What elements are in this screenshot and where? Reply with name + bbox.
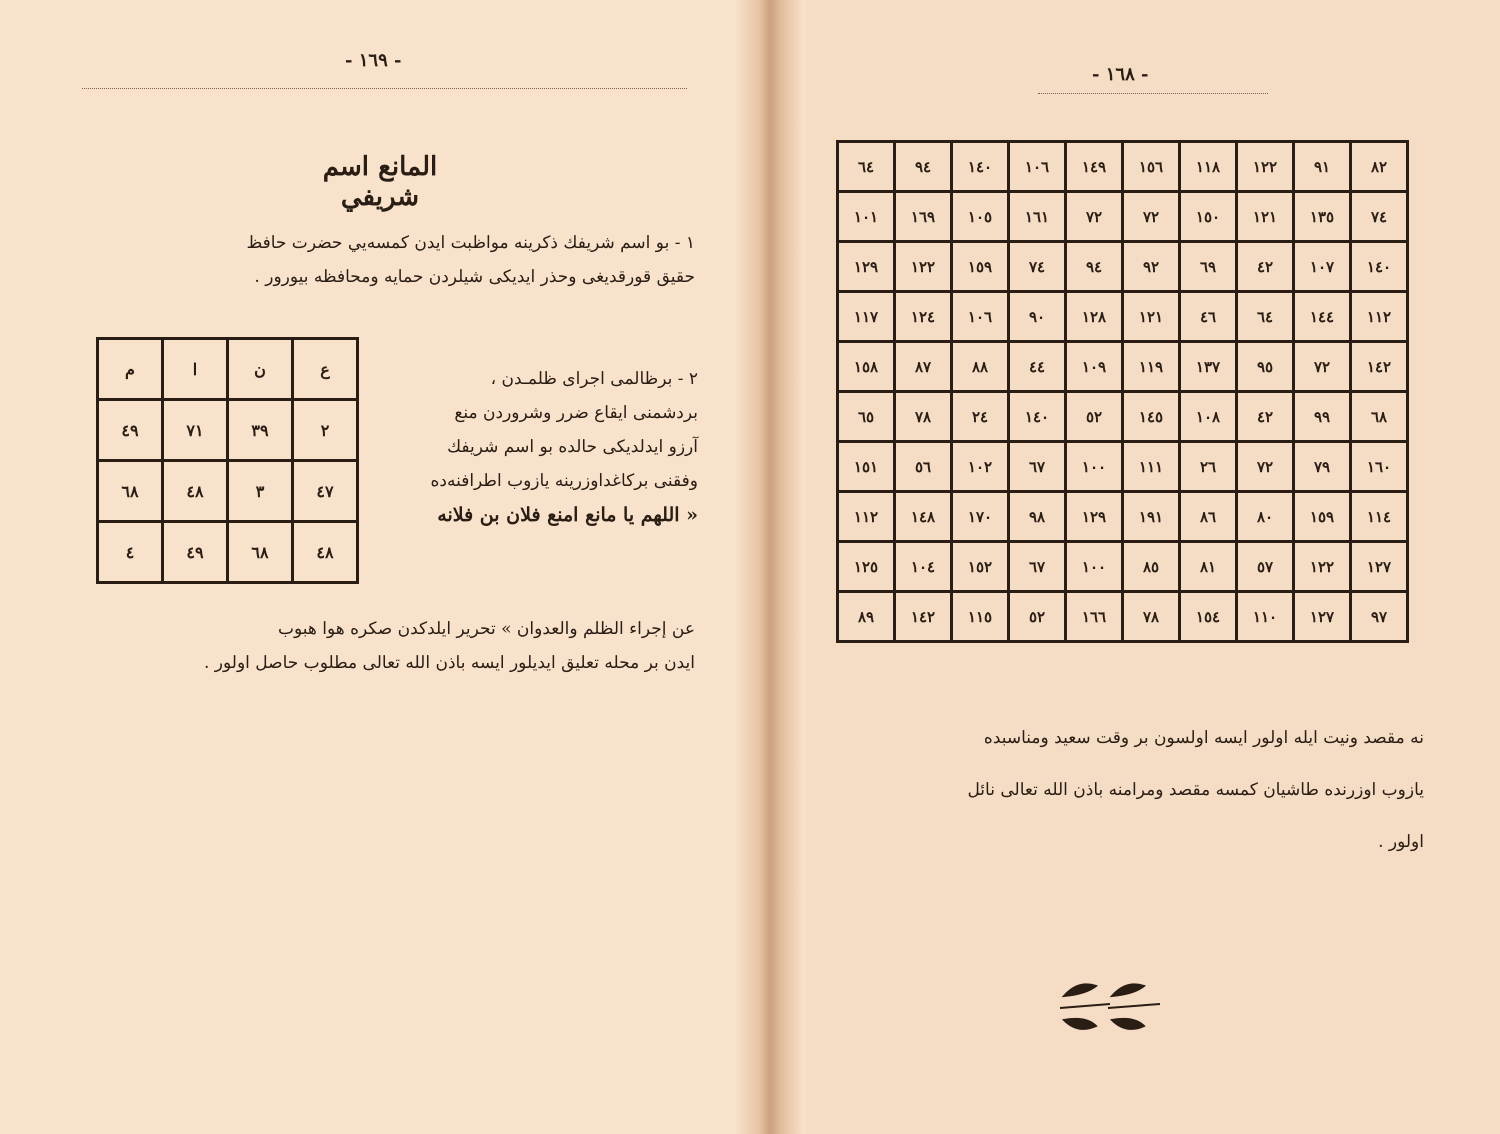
grid-cell: ١٢٥ xyxy=(838,542,895,592)
grid-row xyxy=(838,292,1408,342)
grid-cell: ١٠٩ xyxy=(1066,342,1123,392)
grid-cell: ٩٥ xyxy=(1237,342,1294,392)
grid-cell: ١٤٥ xyxy=(1123,392,1180,442)
grid-cell: ١٥٩ xyxy=(952,242,1009,292)
grid-cell: ١٠٢ xyxy=(952,442,1009,492)
leaf-ornament-icon xyxy=(1056,976,1166,1036)
grid-cell: ٤٦ xyxy=(1180,292,1237,342)
header-rule xyxy=(82,88,687,89)
grid-cell: ٥٧ xyxy=(1237,542,1294,592)
grid-cell: ٧٨ xyxy=(1123,592,1180,642)
grid-cell: ١٢١ xyxy=(1123,292,1180,342)
grid-cell: ٦٥ xyxy=(838,392,895,442)
grid-cell: ٧٤ xyxy=(1009,242,1066,292)
grid-cell: ٣٩ xyxy=(228,400,293,461)
grid-cell: ١٢٩ xyxy=(1066,492,1123,542)
grid-cell: ٤٢ xyxy=(1237,392,1294,442)
grid-cell: ١٤٠ xyxy=(1009,392,1066,442)
grid-cell: ١٢٧ xyxy=(1351,542,1408,592)
grid-cell: ١٠٥ xyxy=(952,192,1009,242)
grid-cell: ١٤٢ xyxy=(1351,342,1408,392)
grid-cell: ٥٢ xyxy=(1066,392,1123,442)
grid-cell: ٦٨ xyxy=(1351,392,1408,442)
grid-cell: ١٢٧ xyxy=(1294,592,1351,642)
magic-square-large xyxy=(836,140,1409,643)
grid-cell: ١٥٨ xyxy=(838,342,895,392)
grid-cell: ٤٢ xyxy=(1237,242,1294,292)
paragraph-line: نه مقصد ونيت ايله اولور ايسه اولسون بر وقت سعيد ومناسبده xyxy=(983,728,1424,748)
grid-cell: ٢٤ xyxy=(952,392,1009,442)
grid-cell: ٧٢ xyxy=(1123,192,1180,242)
grid-cell: ١١٠ xyxy=(1237,592,1294,642)
grid-cell: ١٥١ xyxy=(838,442,895,492)
grid-cell: م xyxy=(98,339,163,400)
grid-cell: ١٥٢ xyxy=(952,542,1009,592)
grid-cell: ٨٩ xyxy=(838,592,895,642)
grid-cell: ٩٩ xyxy=(1294,392,1351,442)
grid-cell: ٩٤ xyxy=(1066,242,1123,292)
grid-cell: ١٥٩ xyxy=(1294,492,1351,542)
grid-cell: ١٠٠ xyxy=(1066,542,1123,592)
grid-row xyxy=(838,392,1408,442)
grid-cell: ٤٤ xyxy=(1009,342,1066,392)
grid-cell: ٧٤ xyxy=(1351,192,1408,242)
grid-cell: ١٢٢ xyxy=(1237,142,1294,192)
left-page-number: - ١٦٩ - xyxy=(345,50,402,71)
grid-cell: ١٦١ xyxy=(1009,192,1066,242)
paragraph-line: وفقنى بركاغداوزرينه يازوب اطرافنه‌ده xyxy=(430,471,698,491)
grid-cell: ١٤٨ xyxy=(895,492,952,542)
grid-cell: ١٠٨ xyxy=(1180,392,1237,442)
grid-cell: ٨٥ xyxy=(1123,542,1180,592)
grid-cell: ٤٩ xyxy=(98,400,163,461)
grid-cell: ١١٤ xyxy=(1351,492,1408,542)
grid-cell: ١٦٠ xyxy=(1351,442,1408,492)
grid-cell: ا xyxy=(163,339,228,400)
grid-cell: ٦٨ xyxy=(98,461,163,522)
grid-cell: ٧٩ xyxy=(1294,442,1351,492)
grid-cell: ٩٨ xyxy=(1009,492,1066,542)
grid-cell: ٨٨ xyxy=(952,342,1009,392)
grid-cell: ٨١ xyxy=(1180,542,1237,592)
grid-cell: ع xyxy=(293,339,358,400)
grid-cell: ٤٩ xyxy=(163,522,228,583)
grid-cell: ١٢٢ xyxy=(895,242,952,292)
grid-cell: ١٣٧ xyxy=(1180,342,1237,392)
grid-cell: ٨٧ xyxy=(895,342,952,392)
grid-cell: ١٢٤ xyxy=(895,292,952,342)
grid-cell: ١٤٠ xyxy=(1351,242,1408,292)
grid-cell: ١٤٤ xyxy=(1294,292,1351,342)
grid-cell: ١١٧ xyxy=(838,292,895,342)
paragraph-3 xyxy=(80,612,695,680)
grid-cell: ١٠١ xyxy=(838,192,895,242)
grid-cell: ١١٢ xyxy=(1351,292,1408,342)
paragraph-line: اولور . xyxy=(1378,832,1424,852)
grid-row xyxy=(838,592,1408,642)
grid-cell: ١١٨ xyxy=(1180,142,1237,192)
section-heading: المانع اسم شريفي xyxy=(322,152,438,212)
grid-row xyxy=(98,522,358,583)
grid-cell: ٧٢ xyxy=(1294,342,1351,392)
grid-cell: ١٤٢ xyxy=(895,592,952,642)
header-rule xyxy=(1038,93,1268,94)
grid-cell: ١٠٧ xyxy=(1294,242,1351,292)
grid-cell: ٨٢ xyxy=(1351,142,1408,192)
grid-cell: ١١٢ xyxy=(838,492,895,542)
right-page-number: - ١٦٨ - xyxy=(1092,64,1149,85)
grid-cell: ١٢٢ xyxy=(1294,542,1351,592)
grid-cell: ١٠٠ xyxy=(1066,442,1123,492)
grid-cell: ١٠٦ xyxy=(1009,142,1066,192)
paragraph-line: حقيق قورقديغى وحذر ايديكى شيلردن حمايه ومحافظه بيورور . xyxy=(254,267,695,287)
grid-cell: ٧٢ xyxy=(1237,442,1294,492)
paragraph-1 xyxy=(80,226,695,294)
grid-row xyxy=(98,400,358,461)
grid-cell: ٧٨ xyxy=(895,392,952,442)
grid-cell: ٤٧ xyxy=(293,461,358,522)
grid-cell: ٢٦ xyxy=(1180,442,1237,492)
paragraph-line: يازوب اوزرنده طاشيان كمسه مقصد ومرامنه باذن الله تعالى نائل xyxy=(967,780,1424,800)
grid-cell: ٨٦ xyxy=(1180,492,1237,542)
grid-row xyxy=(838,142,1408,192)
grid-row xyxy=(98,339,358,400)
grid-row xyxy=(838,442,1408,492)
grid-cell: ٦٨ xyxy=(228,522,293,583)
grid-cell: ٩٢ xyxy=(1123,242,1180,292)
grid-cell: ١٧٠ xyxy=(952,492,1009,542)
grid-cell: ١٠٤ xyxy=(895,542,952,592)
grid-row xyxy=(838,492,1408,542)
grid-cell: ٣ xyxy=(228,461,293,522)
right-page xyxy=(770,0,1500,1134)
grid-cell: ١٥٠ xyxy=(1180,192,1237,242)
paragraph-line: آرزو ايدلديكى حالده بو اسم شريفك xyxy=(447,437,698,457)
grid-cell: ٦٤ xyxy=(838,142,895,192)
grid-row xyxy=(838,242,1408,292)
paragraph-right xyxy=(806,712,1424,868)
grid-cell: ٦٧ xyxy=(1009,542,1066,592)
grid-cell: ١٢٩ xyxy=(838,242,895,292)
grid-cell: ٥٢ xyxy=(1009,592,1066,642)
grid-cell: ١٢١ xyxy=(1237,192,1294,242)
paragraph-line: ٢ - برظالمى اجراى ظلمـدن ، xyxy=(490,369,698,389)
grid-cell: ٩٤ xyxy=(895,142,952,192)
grid-cell: ١١٥ xyxy=(952,592,1009,642)
grid-row xyxy=(98,461,358,522)
grid-cell: ١١٩ xyxy=(1123,342,1180,392)
grid-cell: ١٥٦ xyxy=(1123,142,1180,192)
grid-cell: ٦٧ xyxy=(1009,442,1066,492)
grid-cell: ٧١ xyxy=(163,400,228,461)
grid-cell: ٦٤ xyxy=(1237,292,1294,342)
grid-cell: ١٦٩ xyxy=(895,192,952,242)
paragraph-2 xyxy=(380,362,698,532)
grid-cell: ١٩١ xyxy=(1123,492,1180,542)
paragraph-line: بردشمنى ايقاع ضرر وشروردن منع xyxy=(454,403,698,423)
grid-row xyxy=(838,542,1408,592)
grid-cell: ١٣٥ xyxy=(1294,192,1351,242)
grid-row xyxy=(838,342,1408,392)
grid-cell: ٤٨ xyxy=(293,522,358,583)
grid-cell: ٩٧ xyxy=(1351,592,1408,642)
grid-cell: ١٤٠ xyxy=(952,142,1009,192)
grid-cell: ٤٨ xyxy=(163,461,228,522)
grid-cell: ٨٠ xyxy=(1237,492,1294,542)
grid-cell: ٧٢ xyxy=(1066,192,1123,242)
grid-cell: ١٦٦ xyxy=(1066,592,1123,642)
grid-row xyxy=(838,192,1408,242)
grid-cell: ٩١ xyxy=(1294,142,1351,192)
grid-cell: ٤ xyxy=(98,522,163,583)
grid-cell: ١١١ xyxy=(1123,442,1180,492)
grid-cell: ٥٦ xyxy=(895,442,952,492)
grid-cell: ن xyxy=(228,339,293,400)
paragraph-line: ايدن بر محله تعليق ايديلور ايسه باذن الله تعالى مطلوب حاصل اولور . xyxy=(203,653,695,673)
magic-square-small xyxy=(96,337,359,584)
paragraph-line: ١ - بو اسم شريفك ذكرينه مواظبت ايدن كمسه‌يي حضرت حافظ xyxy=(246,233,695,253)
grid-cell: ٢ xyxy=(293,400,358,461)
paragraph-line: عن إجراء الظلم والعدوان » تحرير ايلدكدن صكره هوا هبوب xyxy=(277,619,695,639)
grid-cell: ٩٠ xyxy=(1009,292,1066,342)
grid-cell: ١٤٩ xyxy=(1066,142,1123,192)
grid-cell: ٦٩ xyxy=(1180,242,1237,292)
grid-cell: ١٠٦ xyxy=(952,292,1009,342)
grid-cell: ١٥٤ xyxy=(1180,592,1237,642)
grid-cell: ١٢٨ xyxy=(1066,292,1123,342)
prayer-line: « اللهم يا مانع امنع فلان بن فلانه xyxy=(437,504,698,526)
